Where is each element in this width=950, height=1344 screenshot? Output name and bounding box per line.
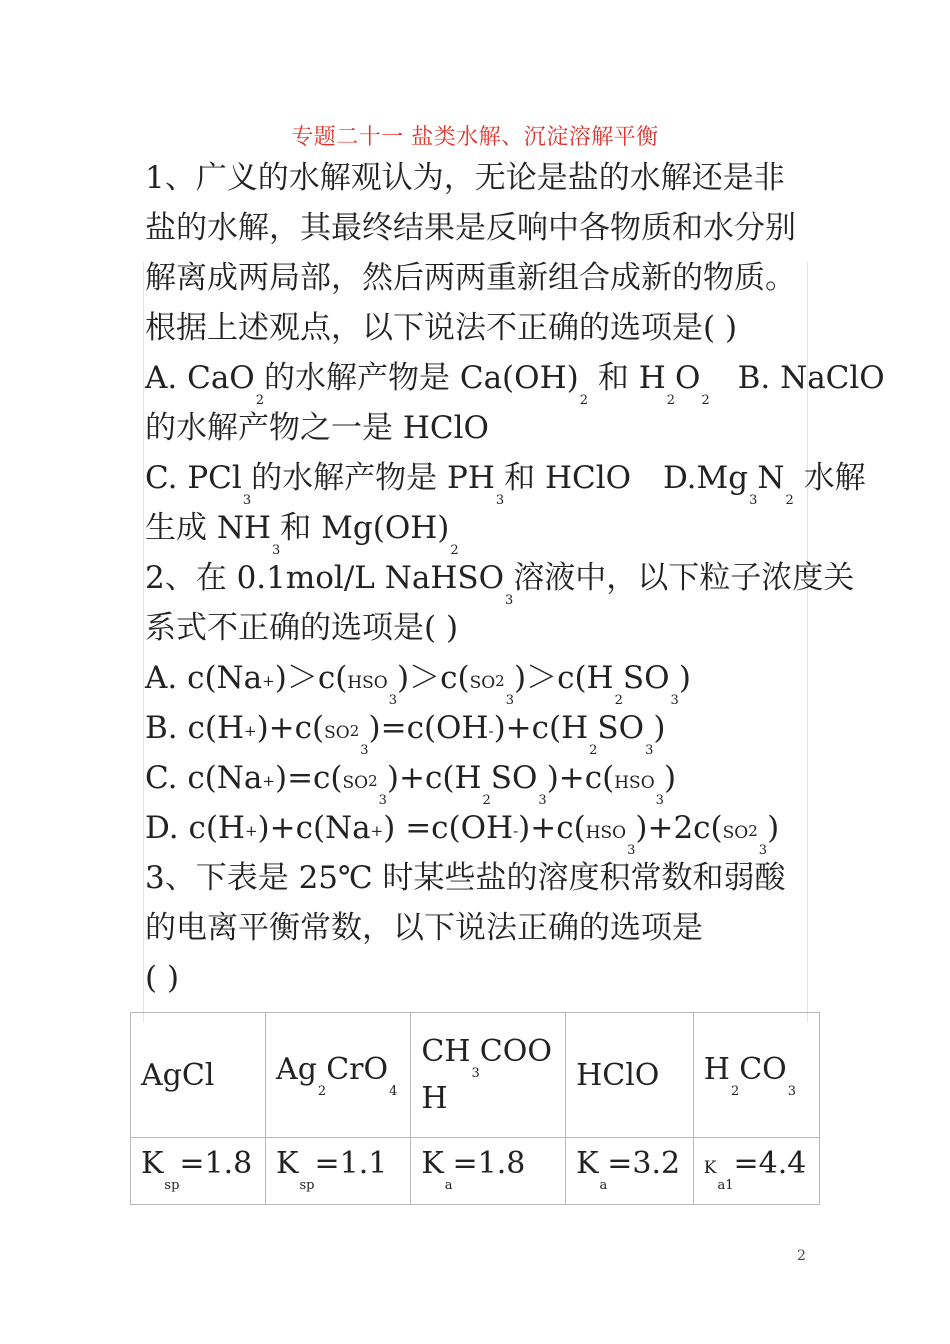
subscript: 2	[730, 1083, 740, 1099]
table-cell	[266, 1138, 411, 1205]
cell-text: Ag	[276, 1051, 317, 1087]
q2-c-text: C. c(Na	[145, 760, 263, 796]
subscript: 3	[787, 1083, 797, 1099]
q2-d-text: ) =c(OH	[383, 810, 514, 846]
q1-option-d-text: 生成 NH	[145, 510, 272, 546]
subscript: 3	[538, 793, 547, 808]
subscript: 3	[495, 493, 505, 508]
q3-line-1: 3、下表是 25℃ 时某些盐的溶度积常数和弱酸	[145, 860, 786, 896]
table-cell	[131, 1138, 266, 1205]
subscript: 2	[666, 393, 676, 408]
cell-text: COO	[479, 1034, 552, 1069]
q1-option-b: 的水解产物之一是 HClO	[145, 410, 489, 446]
q2-c-text: )+c(	[546, 760, 615, 796]
subscript: 3	[749, 493, 758, 508]
q1-option-c-text: C. PCl	[145, 460, 242, 496]
q2-b-text: )	[653, 710, 666, 746]
subscript: 3	[360, 743, 369, 758]
cell-text: H	[703, 1051, 730, 1087]
q1-line-3: 解离成两局部，然后两两重新组合成新的物质。	[145, 260, 796, 296]
subscript: a	[444, 1178, 453, 1193]
q2-a-text: )＞c(	[397, 660, 470, 696]
table-cell	[411, 1013, 566, 1138]
page-title: 专题二十一 盐类水解、沉淀溶解平衡	[291, 125, 659, 150]
cell-text: K	[276, 1146, 299, 1181]
table-cell	[131, 1013, 266, 1138]
subscript: sp	[299, 1178, 315, 1193]
cell-text: HClO	[576, 1057, 660, 1093]
q2-d-text: )+c(	[518, 810, 586, 846]
subscript: 2	[701, 393, 710, 408]
charge-sup: 2	[495, 672, 505, 690]
table-cell	[566, 1013, 694, 1138]
subscript: 3	[655, 793, 664, 808]
q2-c-text: )=c(	[274, 760, 343, 796]
ion-formula: SO	[469, 673, 496, 693]
q2-stem-text: 溶液中，以下粒子浓度关	[513, 560, 855, 596]
cell-text: =4.4	[733, 1146, 807, 1181]
q2-a-text: )	[678, 660, 691, 696]
q1-option-c-text: 和 HClO	[504, 460, 632, 496]
subscript: 3	[388, 693, 398, 708]
subscript: sp	[164, 1178, 180, 1193]
charge-sup: +	[262, 772, 275, 790]
q3-line-3: ( )	[145, 960, 180, 996]
cell-text: =1.8	[452, 1146, 526, 1181]
cell-text: H	[421, 1081, 448, 1116]
q3-line-2: 的电离平衡常数，以下说法正确的选项是	[145, 910, 703, 946]
subscript: 2	[255, 393, 264, 408]
charge-sup: +	[370, 822, 384, 840]
q2-b-text: SO	[597, 710, 645, 746]
subscript: 3	[645, 743, 654, 758]
ion-formula: SO	[324, 723, 350, 743]
cell-text: K	[703, 1158, 717, 1178]
charge-sup: 2	[349, 722, 360, 740]
cell-text: K	[421, 1146, 444, 1181]
charge-sup: -	[488, 722, 494, 740]
cell-text: K	[576, 1146, 599, 1181]
q1-line-4: 根据上述观点，以下说法不正确的选项是( )	[145, 310, 738, 346]
q2-a-text: )＞c(	[274, 660, 348, 696]
subscript: a	[599, 1178, 608, 1193]
table-header-row	[131, 1013, 820, 1138]
q2-d-text: )+2c(	[635, 810, 723, 846]
page-number: 2	[797, 1248, 806, 1264]
subscript: 2	[482, 793, 491, 808]
subscript: 2	[589, 743, 598, 758]
cell-text: CH	[421, 1034, 471, 1069]
ion-formula: HSO	[347, 673, 388, 693]
table-cell	[693, 1013, 819, 1138]
subscript: 2	[579, 393, 588, 408]
q1-line-2: 盐的水解，其最终结果是反响中各物质和水分别	[145, 210, 796, 246]
ion-formula: SO	[722, 823, 749, 843]
q2-a-text: SO	[622, 660, 670, 696]
q2-c-text: )	[663, 760, 677, 796]
charge-sup: 2	[368, 772, 378, 790]
charge-sup: +	[244, 822, 258, 840]
q2-line-2: 系式不正确的选项是( )	[145, 610, 459, 646]
table-cell	[566, 1138, 694, 1205]
q2-c-text: )+c(H	[386, 760, 482, 796]
q2-d-text: )+c(Na	[257, 810, 371, 846]
q1-option-d-text: N	[757, 460, 785, 496]
table-cell	[693, 1138, 819, 1205]
subscript: 4	[389, 1083, 398, 1099]
q2-d-text: D. c(H	[145, 810, 245, 846]
q2-b-text: )=c(OH	[368, 710, 489, 746]
subscript: 3	[505, 693, 514, 708]
q1-option-a-text: O	[675, 360, 701, 396]
cell-text: K	[141, 1146, 164, 1181]
subscript: 3	[272, 543, 281, 558]
q1-option-d-text: 水解	[803, 460, 866, 496]
charge-sup: 2	[748, 822, 758, 840]
cell-text: CrO	[326, 1051, 389, 1087]
q1-option-a-text: 的水解产物是 Ca(OH)	[264, 360, 579, 396]
q1-option-a-text: A. CaO	[145, 360, 255, 396]
q2-b-text: )+c(	[256, 710, 325, 746]
subscript: 2	[785, 493, 794, 508]
subscript: 3	[758, 843, 768, 858]
q1-option-d-text: 和 Mg(OH)	[280, 510, 450, 546]
q1-option-a-text: 和 H	[597, 360, 666, 396]
subscript: a1	[717, 1178, 734, 1193]
ion-formula: SO	[342, 773, 369, 793]
subscript: 3	[471, 1066, 480, 1081]
cell-text: =1.1	[314, 1146, 388, 1181]
q2-a-text: )＞c(H	[514, 660, 614, 696]
q1-option-d-text: D.Mg	[662, 460, 749, 496]
charge-sup: +	[243, 722, 257, 740]
q2-a-text: A. c(Na	[145, 660, 263, 696]
subscript: 3	[242, 493, 252, 508]
ion-formula: HSO	[585, 823, 627, 843]
q2-b-text: B. c(H	[145, 710, 244, 746]
q1-option-c-text: 的水解产物是 PH	[251, 460, 495, 496]
cell-text: CO	[739, 1051, 787, 1087]
subscript: 3	[670, 693, 679, 708]
cell-text: =3.2	[607, 1146, 681, 1181]
subscript: 3	[378, 793, 387, 808]
q2-b-text: )+c(H	[493, 710, 589, 746]
q1-option-b-text: B. NaClO	[737, 360, 885, 396]
subscript: 2	[450, 543, 459, 558]
q2-stem-text: 2、在 0.1mol/L NaHSO	[145, 560, 505, 596]
subscript: 2	[614, 693, 623, 708]
q2-d-text: )	[767, 810, 780, 846]
ion-formula: HSO	[614, 773, 655, 793]
charge-sup: +	[262, 672, 275, 690]
subscript: 3	[627, 843, 636, 858]
q1-line-1: 1、广义的水解观认为，无论是盐的水解还是非	[145, 160, 785, 196]
subscript: 3	[505, 593, 514, 608]
cell-text: =1.8	[179, 1146, 253, 1181]
table-cell	[266, 1013, 411, 1138]
subscript: 2	[317, 1083, 327, 1099]
table-cell	[411, 1138, 566, 1205]
q2-c-text: SO	[490, 760, 538, 796]
table-row	[131, 1138, 820, 1205]
constants-table	[130, 1012, 820, 1205]
charge-sup: -	[513, 822, 519, 840]
cell-text: AgCl	[141, 1057, 215, 1093]
